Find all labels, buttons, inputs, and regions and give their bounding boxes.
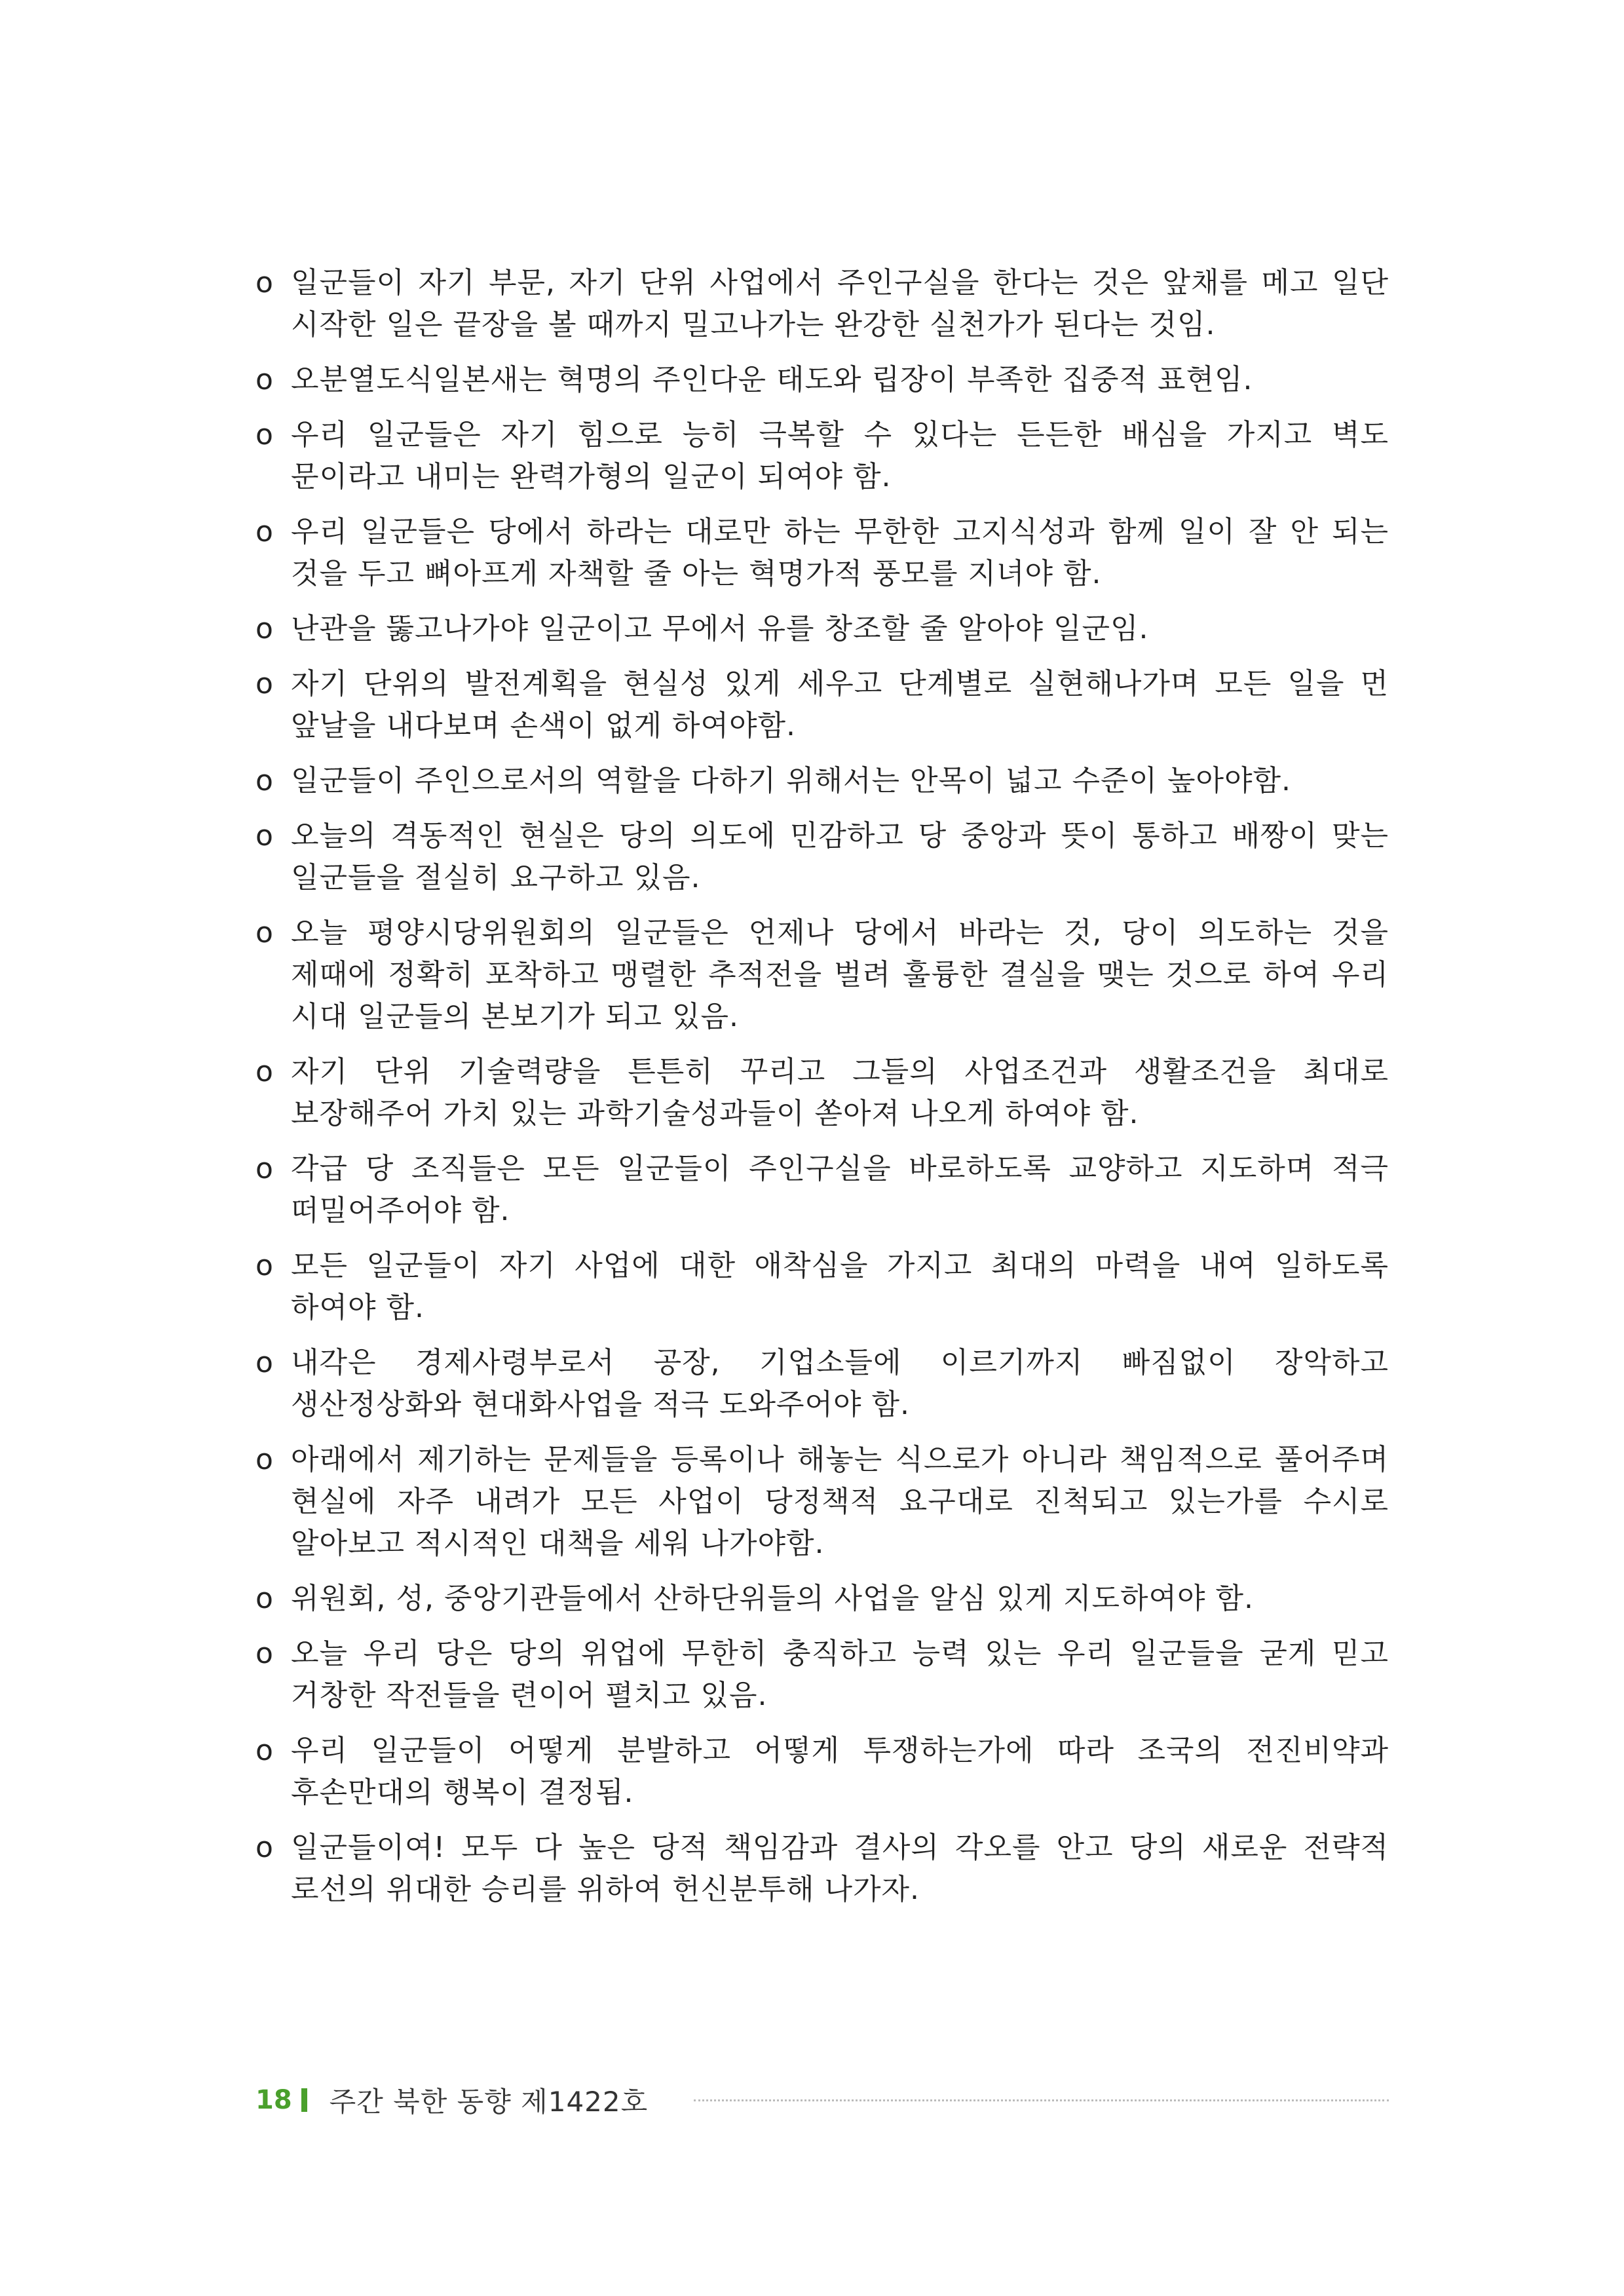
bullet-marker: o (255, 764, 273, 797)
bullet-text: 자기 단위 기술력량을 튼튼히 꾸리고 그들의 사업조건과 생활조건을 최대로 보장해주어 가치 있는 과학기술성과들이 쏟아져 나오게 하여야 함. (291, 1055, 1389, 1130)
bullet-item (255, 1633, 1389, 1717)
main-content (255, 262, 1389, 1924)
bullet-marker: o (255, 1346, 273, 1379)
bullet-marker: o (255, 1637, 273, 1670)
bullet-text: 아래에서 제기하는 문제들을 등록이나 해놓는 식으로가 아니라 책임적으로 풀어주며 현실에 자주 내려가 모든 사업이 당정책적 요구대로 진척되고 있는가를 수시로 알아보고 적시적인 대책을 세워 나가야함. (291, 1443, 1389, 1560)
bullet-text: 난관을 뚫고나가야 일군이고 무에서 유를 창조할 줄 알아야 일군임. (291, 612, 1149, 645)
footer-dotted-rule (694, 2099, 1389, 2101)
bullet-marker: o (255, 418, 273, 451)
bullet-text: 자기 단위의 발전계획을 현실성 있게 세우고 단계별로 실현해나가며 모든 일을 먼 앞날을 내다보며 손색이 없게 하여야함. (291, 667, 1389, 742)
bullet-text: 내각은 경제사령부로서 공장, 기업소들에 이르기까지 빠짐없이 장악하고 생산정상화와 현대화사업을 적극 도와주어야 함. (291, 1346, 1389, 1421)
bullet-item (255, 663, 1389, 747)
bullet-marker: o (255, 1582, 273, 1615)
publication-title: 주간 북한 동향 제1422호 (329, 2086, 649, 2118)
bullet-marker: o (255, 1443, 273, 1476)
bullet-marker: o (255, 363, 273, 396)
bullet-item (255, 760, 1389, 802)
bullet-item (255, 912, 1389, 1038)
bullet-item (255, 1051, 1389, 1135)
page-footer (255, 2080, 1389, 2120)
bullet-item (255, 815, 1389, 899)
bullet-text: 오늘의 격동적인 현실은 당의 의도에 민감하고 당 중앙과 뜻이 통하고 배짱이 맞는 일군들을 절실히 요구하고 있음. (291, 819, 1389, 894)
bullet-marker: o (255, 266, 273, 299)
bullet-marker: o (255, 612, 273, 645)
bullet-marker: o (255, 1055, 273, 1088)
bullet-marker: o (255, 1831, 273, 1864)
bullet-text: 일군들이 주인으로서의 역할을 다하기 위해서는 안목이 넓고 수준이 높아야함. (291, 764, 1292, 797)
bullet-item (255, 1730, 1389, 1814)
bullet-item (255, 1827, 1389, 1911)
bullet-text: 우리 일군들이 어떻게 분발하고 어떻게 투쟁하는가에 따라 조국의 전진비약과 후손만대의 행복이 결정됨. (291, 1734, 1389, 1809)
page-number: 18 (255, 2085, 292, 2115)
bullet-text: 오분열도식일본새는 혁명의 주인다운 태도와 립장이 부족한 집중적 표현임. (291, 363, 1253, 396)
bullet-marker: o (255, 667, 273, 700)
bullet-item (255, 608, 1389, 650)
bullet-marker: o (255, 1734, 273, 1767)
bullet-item (255, 1342, 1389, 1426)
bullet-item (255, 511, 1389, 595)
bullet-item (255, 359, 1389, 401)
bullet-item (255, 262, 1389, 346)
bullet-item (255, 1245, 1389, 1329)
bullet-marker: o (255, 515, 273, 548)
bullet-text: 우리 일군들은 자기 힘으로 능히 극복할 수 있다는 든든한 배심을 가지고 벽도 문이라고 내미는 완력가형의 일군이 되여야 함. (291, 418, 1389, 493)
bullet-item (255, 1148, 1389, 1232)
bullet-marker: o (255, 1152, 273, 1185)
bullet-item (255, 1439, 1389, 1565)
bullet-marker: o (255, 1249, 273, 1282)
bullet-marker: o (255, 819, 273, 852)
bullet-text: 각급 당 조직들은 모든 일군들이 주인구실을 바로하도록 교양하고 지도하며 적극 떠밀어주어야 함. (291, 1152, 1389, 1227)
bullet-text: 오늘 평양시당위원회의 일군들은 언제나 당에서 바라는 것, 당이 의도하는 것을 제때에 정확히 포착하고 맹렬한 추적전을 벌려 훌륭한 결실을 맺는 것으로 하여 우리 시대 일군들의 본보기가 되고 있음. (291, 916, 1389, 1033)
bullet-item (255, 1578, 1389, 1620)
bullet-list (255, 262, 1389, 1911)
page-number-bar (301, 2088, 307, 2112)
bullet-text: 위원회, 성, 중앙기관들에서 산하단위들의 사업을 알심 있게 지도하여야 함. (291, 1582, 1254, 1615)
bullet-text: 모든 일군들이 자기 사업에 대한 애착심을 가지고 최대의 마력을 내여 일하도록 하여야 함. (291, 1249, 1389, 1324)
bullet-text: 일군들이여! 모두 다 높은 당적 책임감과 결사의 각오를 안고 당의 새로운 전략적 로선의 위대한 승리를 위하여 헌신분투해 나가자. (291, 1831, 1389, 1906)
bullet-text: 일군들이 자기 부문, 자기 단위 사업에서 주인구실을 한다는 것은 앞채를 메고 일단 시작한 일은 끝장을 볼 때까지 밀고나가는 완강한 실천가가 된다는 것임. (291, 266, 1389, 341)
bullet-item (255, 414, 1389, 498)
bullet-text: 오늘 우리 당은 당의 위업에 무한히 충직하고 능력 있는 우리 일군들을 굳게 믿고 거창한 작전들을 련이어 펼치고 있음. (291, 1637, 1389, 1712)
bullet-marker: o (255, 916, 273, 949)
bullet-text: 우리 일군들은 당에서 하라는 대로만 하는 무한한 고지식성과 함께 일이 잘 안 되는 것을 두고 뼈아프게 자책할 줄 아는 혁명가적 풍모를 지녀야 함. (291, 515, 1389, 590)
